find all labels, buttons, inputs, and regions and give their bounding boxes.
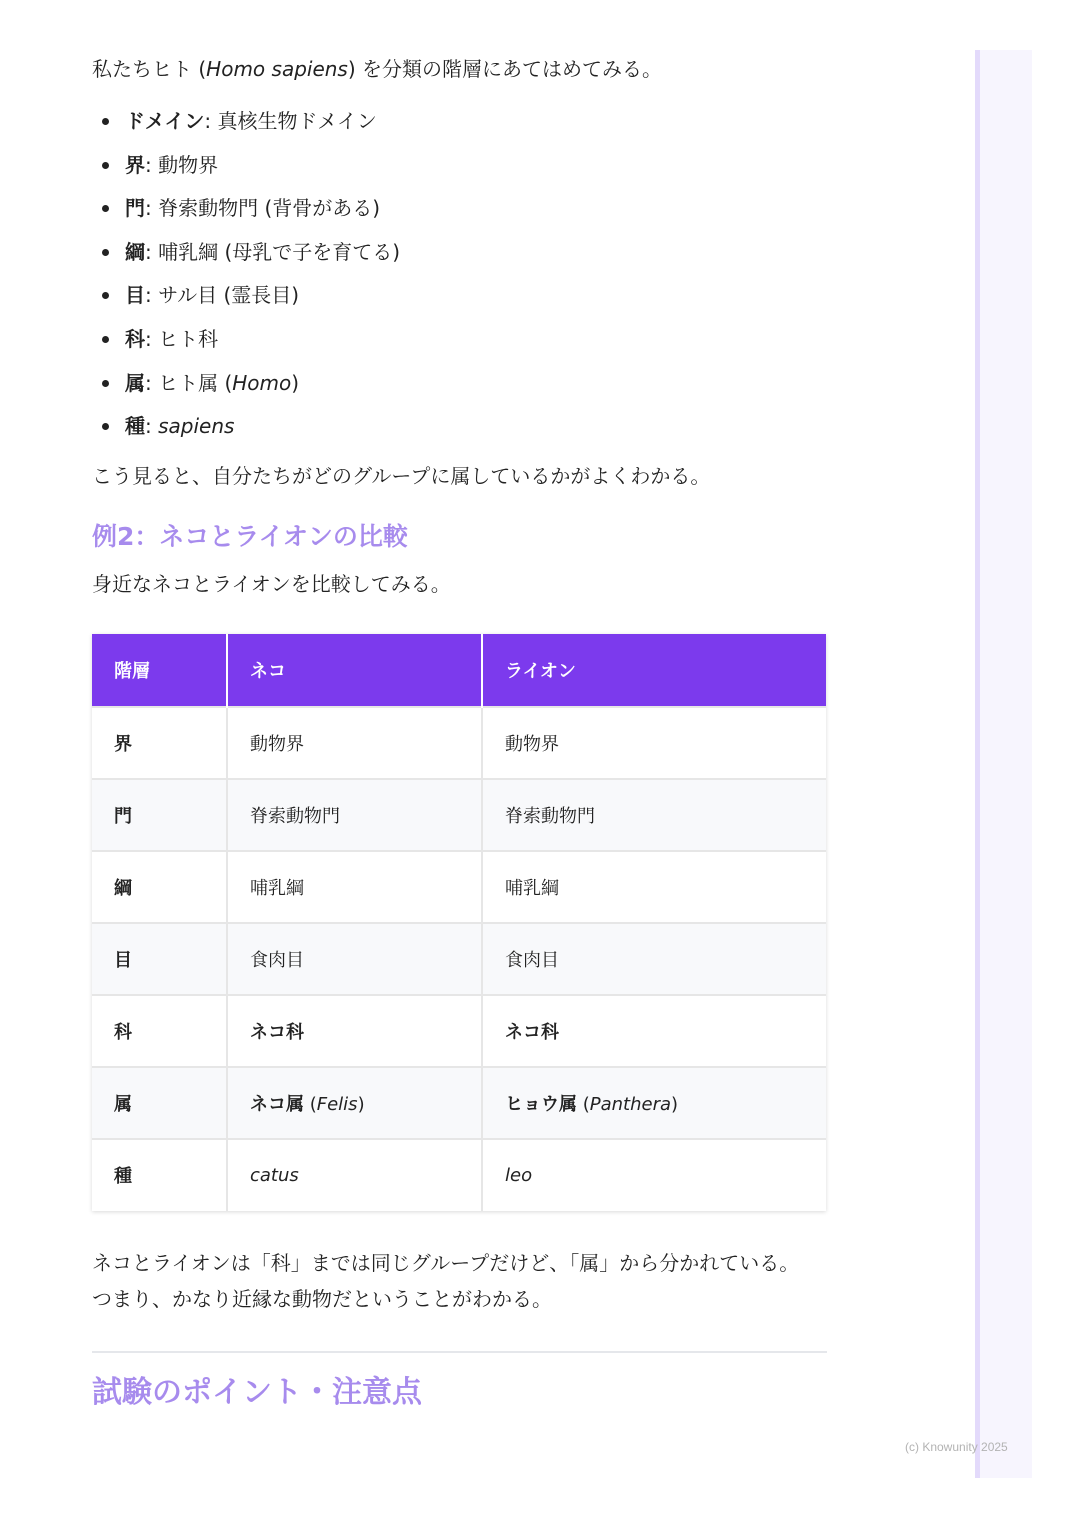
list-item: 属: ヒト属 (Homo) xyxy=(92,366,827,410)
list-item: 綱: 哺乳綱 (母乳で子を育てる) xyxy=(92,235,827,279)
example2-heading: 例2：ネコとライオンの比較 xyxy=(92,521,408,551)
table-row: 種 catus leo xyxy=(92,1139,826,1211)
table-row: 門 脊索動物門 脊索動物門 xyxy=(92,779,826,851)
section-heading: 試験のポイント・注意点 xyxy=(92,1374,422,1410)
human-classification-list xyxy=(92,104,827,453)
section-divider xyxy=(92,1351,827,1353)
intro-paragraph xyxy=(92,52,827,86)
header-lion: ライオン xyxy=(482,634,826,707)
table-row: 科 ネコ科 ネコ科 xyxy=(92,995,826,1067)
side-panel-strip xyxy=(975,50,1032,1478)
intro-suffix: ) を分類の階層にあてはめてみる。 xyxy=(347,57,663,81)
table-row: 界 動物界 動物界 xyxy=(92,707,826,779)
summary-paragraph: こう見ると、自分たちがどのグループに属しているかがよくわかる。 xyxy=(92,463,711,488)
table-header-row xyxy=(92,634,826,707)
intro-prefix: 私たちヒト ( xyxy=(92,57,207,81)
comparison-table xyxy=(92,634,826,1211)
list-item: 門: 脊索動物門 (背骨がある) xyxy=(92,191,827,235)
conclusion-paragraph: ネコとライオンは「科」までは同じグループだけど、「属」から分かれている。 つまり、かなり近縁な動物だということがわかる。 xyxy=(92,1250,800,1311)
table-row: 綱 哺乳綱 哺乳綱 xyxy=(92,851,826,923)
table-row: 属 ネコ属 (Felis) ヒョウ属 (Panthera) xyxy=(92,1067,826,1139)
list-item: 界: 動物界 xyxy=(92,148,827,192)
copyright-text: (c) Knowunity 2025 xyxy=(905,1440,1008,1454)
table-row: 目 食肉目 食肉目 xyxy=(92,923,826,995)
header-level: 階層 xyxy=(92,634,227,707)
example2-lead: 身近なネコとライオンを比較してみる。 xyxy=(92,571,451,596)
list-item: 科: ヒト科 xyxy=(92,322,827,366)
list-item: ドメイン: 真核生物ドメイン xyxy=(92,104,827,148)
list-item: 目: サル目 (霊長目) xyxy=(92,278,827,322)
intro-species: Homo sapiens xyxy=(206,57,348,81)
header-cat: ネコ xyxy=(227,634,482,707)
document-content xyxy=(92,52,827,1415)
list-item: 種: sapiens xyxy=(92,409,827,453)
